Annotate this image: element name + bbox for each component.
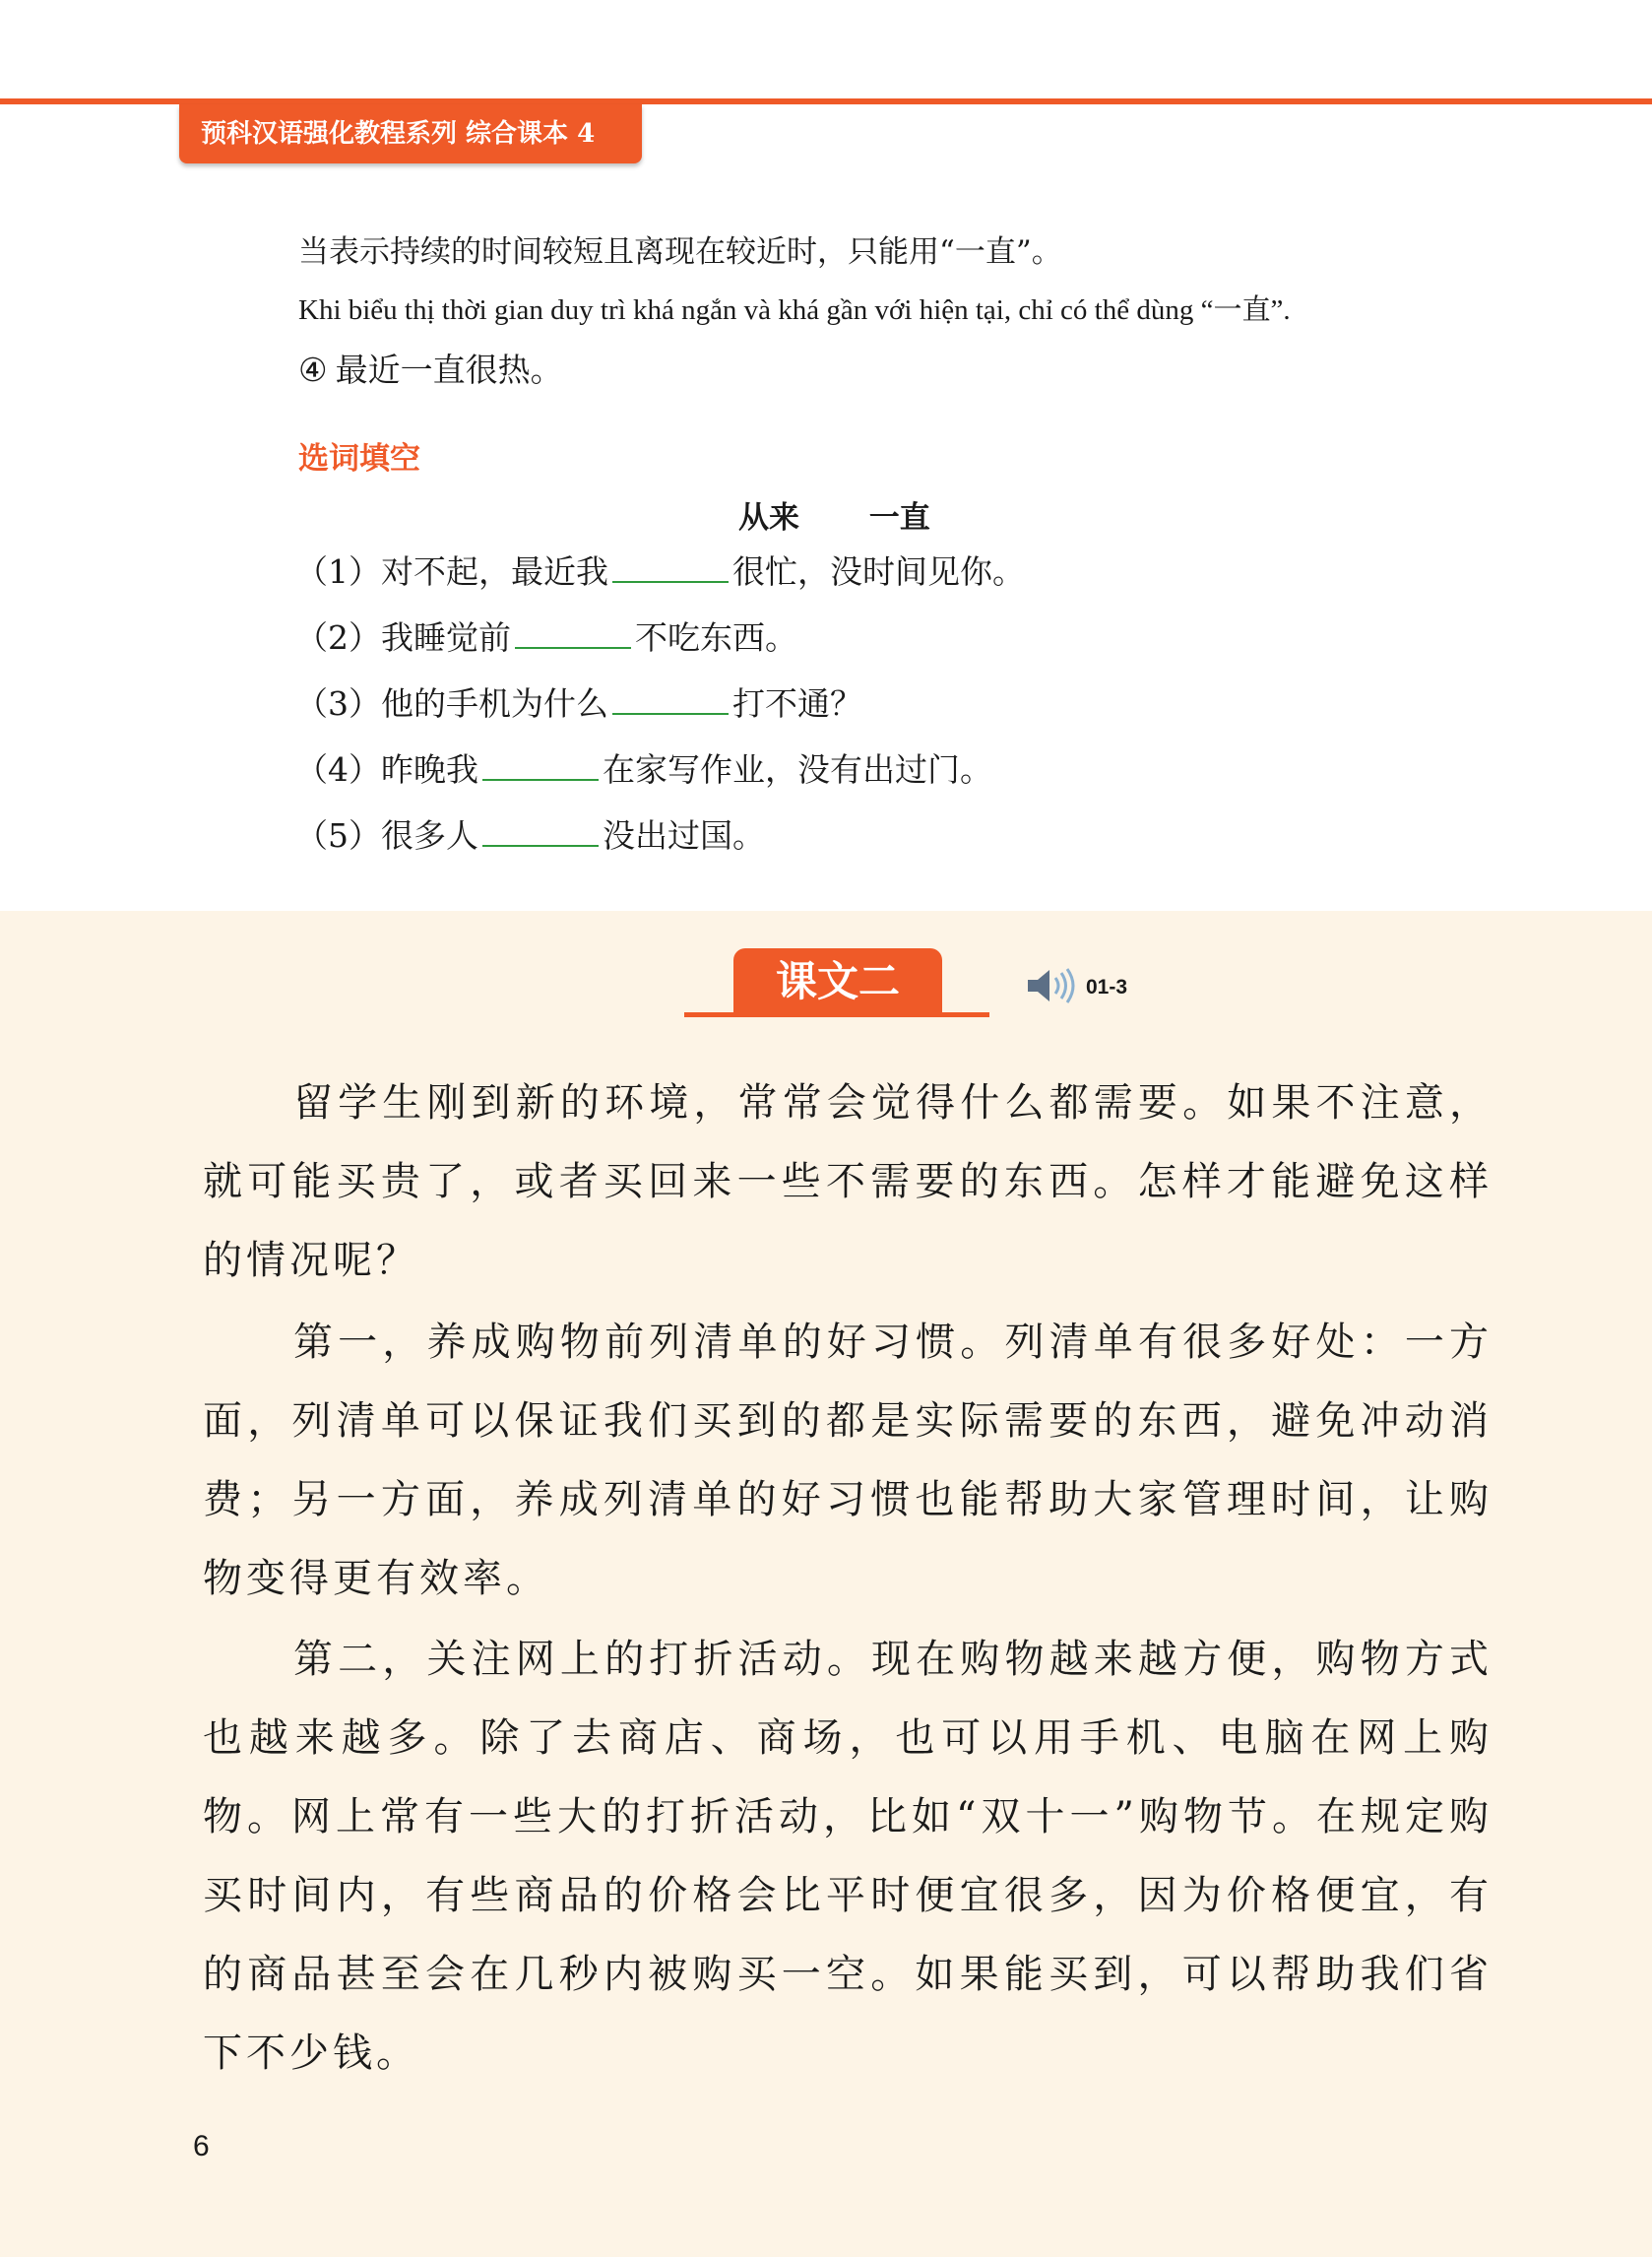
word-choices	[738, 492, 989, 537]
word-choice: 从来	[738, 500, 799, 536]
example-marker: ④	[298, 351, 328, 389]
item-after: 不吃东西。	[635, 618, 797, 657]
answer-blank[interactable]	[515, 613, 631, 649]
lesson-section	[0, 911, 1652, 2257]
item-before: 昨晚我	[381, 750, 478, 789]
audio-track-number: 01-3	[1086, 976, 1128, 999]
example-text: 最近一直很热。	[335, 351, 563, 389]
item-after: 在家写作业，没有出过门。	[603, 750, 992, 789]
lesson-paragraph: 留学生刚到新的环境，常常会觉得什么都需要。如果不注意，就可能买贵了，或者买回来一些不需要的东西。怎样才能避免这样的情况呢？	[203, 1080, 1493, 1283]
exercise-item	[295, 613, 797, 659]
answer-blank[interactable]	[612, 548, 729, 583]
grammar-note-zh: 当表示持续的时间较短且离现在较近时，只能用“一直”。	[298, 234, 1062, 270]
item-before: 对不起，最近我	[381, 552, 608, 591]
exercise-item	[295, 547, 1025, 593]
answer-blank[interactable]	[482, 745, 599, 781]
item-after: 很忙，没时间见你。	[732, 552, 1025, 591]
answer-blank[interactable]	[612, 679, 729, 715]
item-number: （3）	[295, 684, 381, 723]
audio-speaker-icon[interactable]	[1024, 966, 1083, 1005]
item-number: （4）	[295, 750, 381, 789]
series-title: 预科汉语强化教程系列 综合课本 4	[179, 104, 642, 163]
exercise-item	[295, 678, 862, 725]
item-before: 我睡觉前	[381, 618, 511, 657]
item-after: 打不通？	[732, 684, 862, 723]
lesson-title: 课文二	[733, 948, 942, 1015]
answer-blank[interactable]	[482, 811, 599, 847]
item-after: 没出过国。	[603, 816, 765, 855]
page-number: 6	[193, 2130, 210, 2162]
exercise-title: 选词填空	[298, 441, 420, 477]
grammar-note-vi: Khi biểu thị thời gian duy trì khá ngắn và khá gần với hiện tại, chỉ có thể dùng “一直”.	[298, 294, 1291, 326]
exercise-item	[295, 744, 992, 791]
word-choice: 一直	[868, 500, 930, 536]
item-number: （5）	[295, 816, 381, 855]
item-before: 很多人	[381, 816, 478, 855]
exercise-item	[295, 810, 765, 857]
lesson-paragraph: 第一，养成购物前列清单的好习惯。列清单有很多好处：一方面，列清单可以保证我们买到的都是实际需要的东西，避免冲动消费；另一方面，养成列清单的好习惯也能帮助大家管理时间，让购物变得更有效率。	[203, 1320, 1493, 1601]
lesson-paragraph: 第二，关注网上的打折活动。现在购物越来越方便，购物方式也越来越多。除了去商店、商场，也可以用手机、电脑在网上购物。网上常有一些大的打折活动，比如“双十一”购物节。在规定购买时间内，有些商品的价格会比平时便宜很多，因为价格便宜，有的商品甚至会在几秒内被购买一空。如果能买到，可以帮助我们省下不少钱。	[203, 1637, 1493, 2076]
item-before: 他的手机为什么	[381, 684, 608, 723]
lesson-title-underline	[684, 1012, 989, 1017]
item-number: （1）	[295, 552, 381, 591]
item-number: （2）	[295, 618, 381, 657]
grammar-example	[298, 345, 563, 391]
